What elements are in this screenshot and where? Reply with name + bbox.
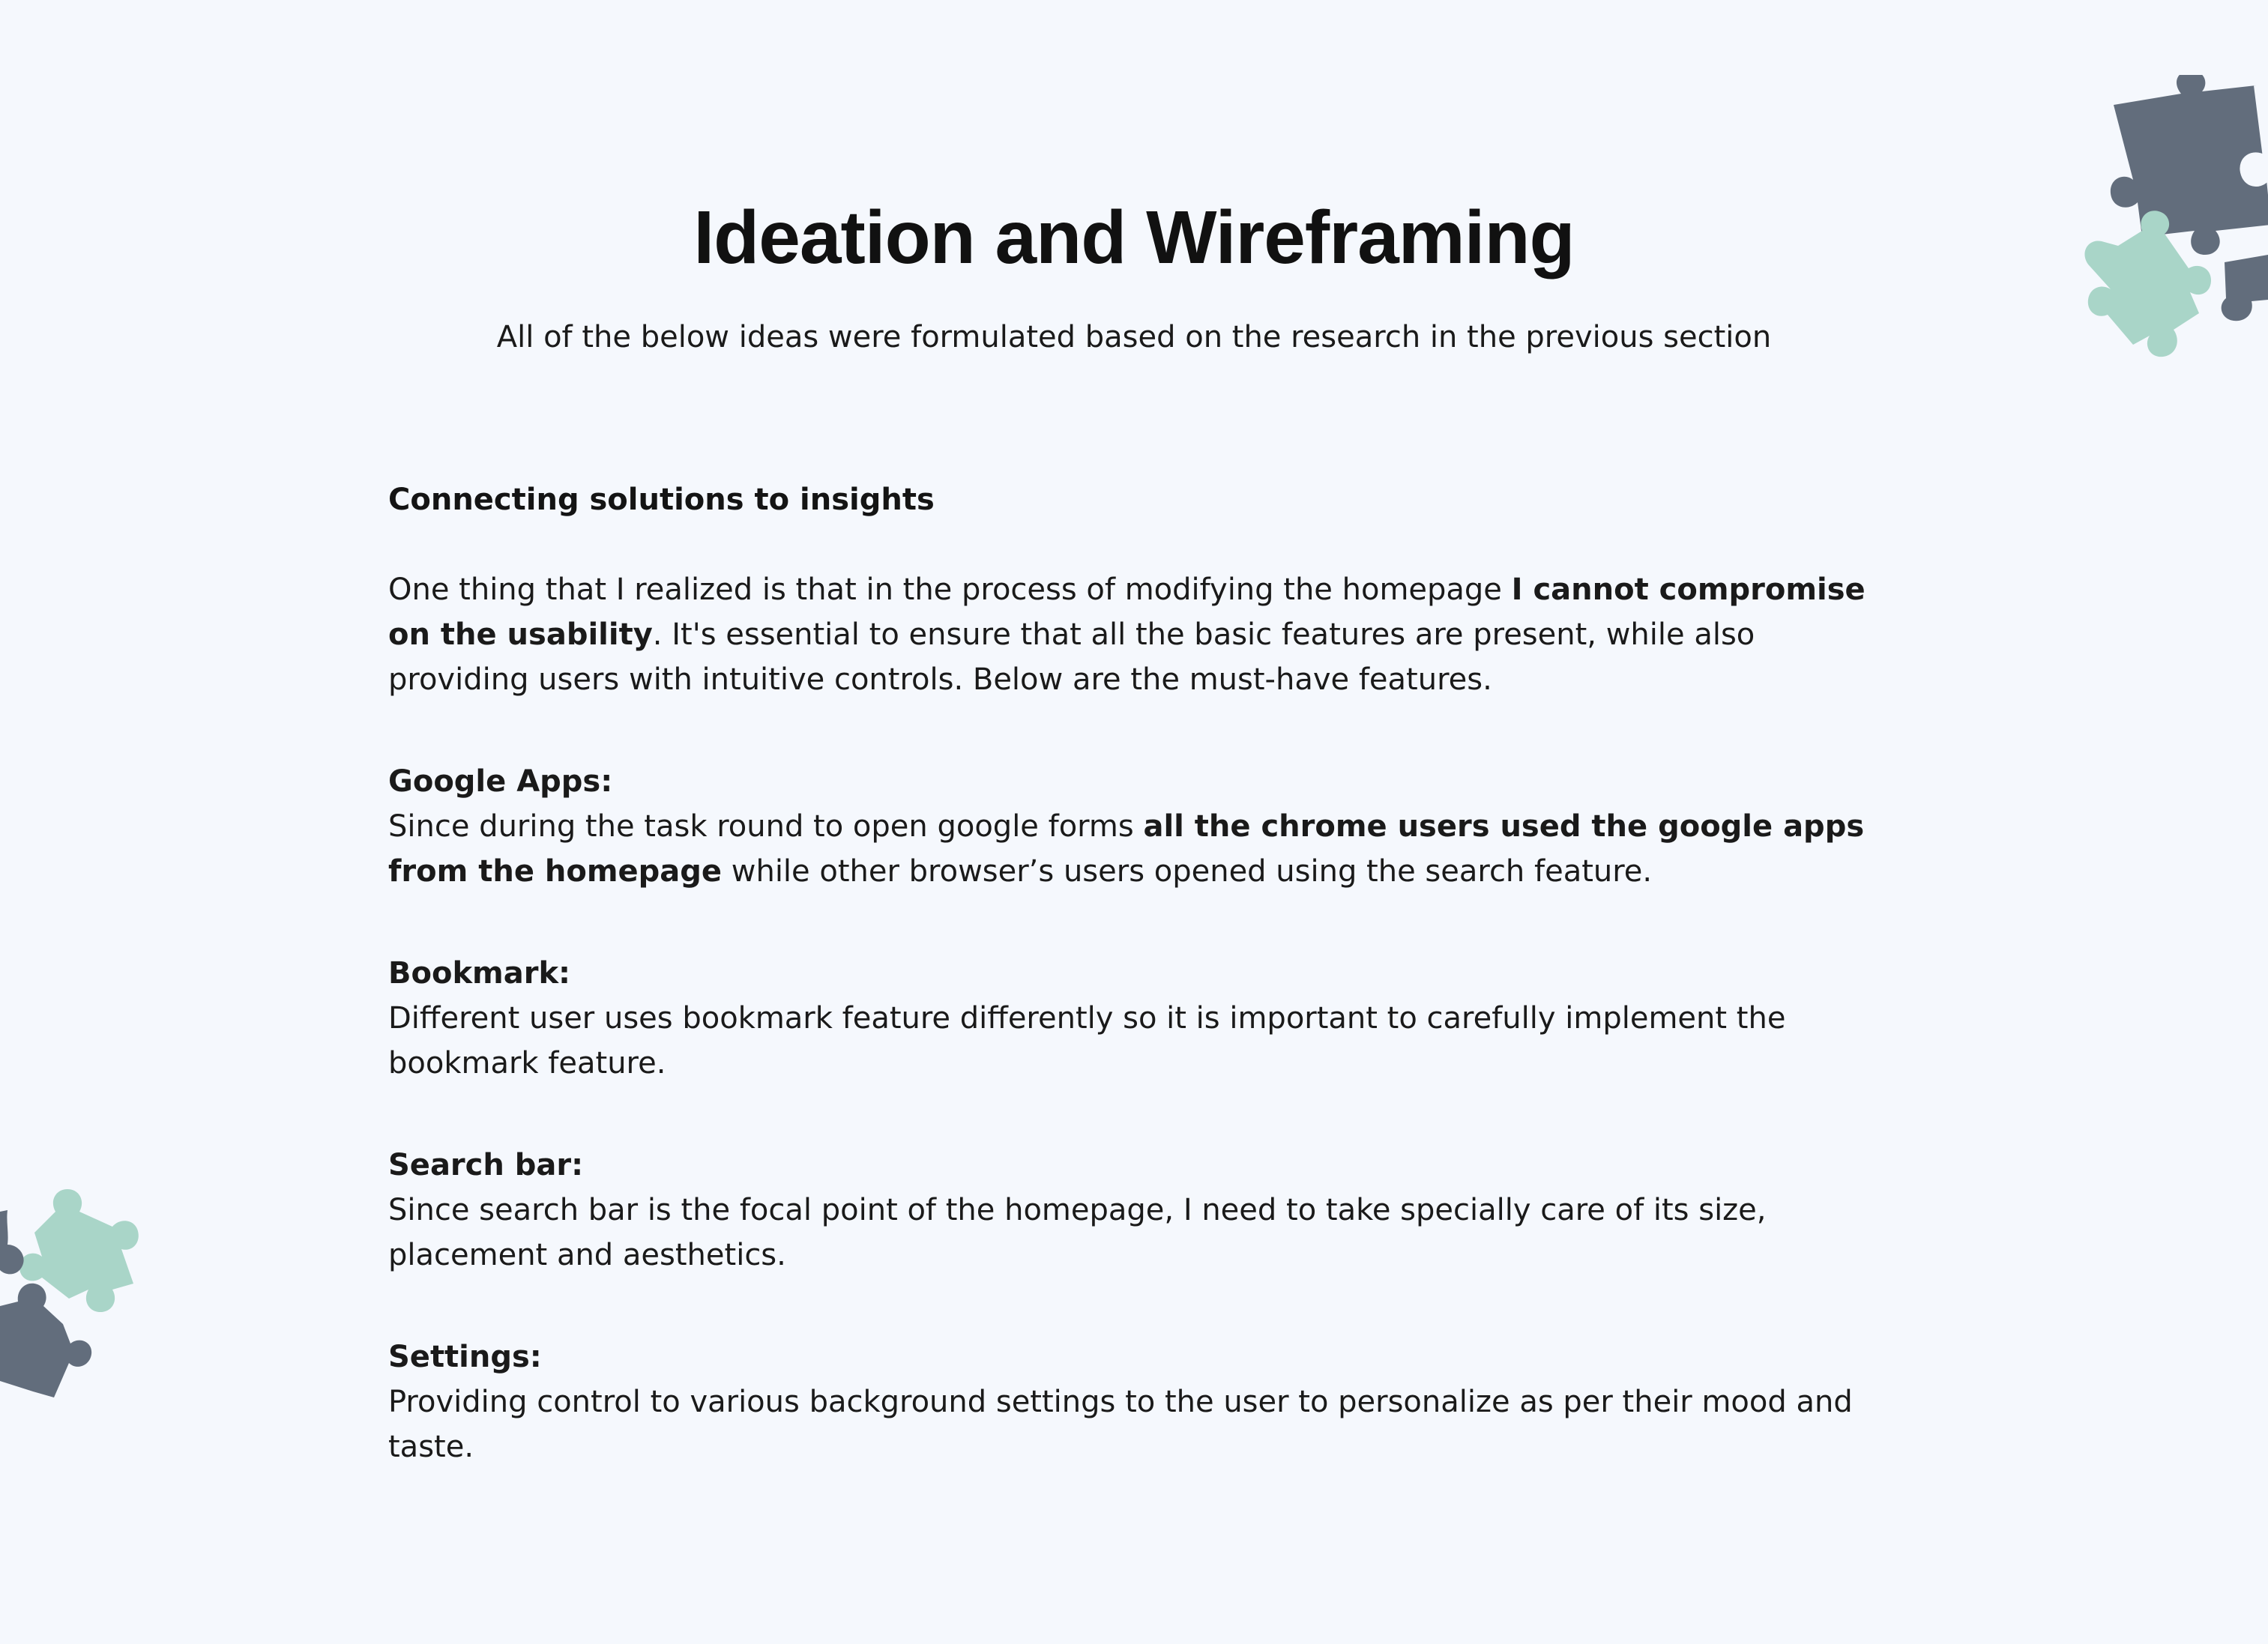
page-title: Ideation and Wireframing <box>693 196 1575 279</box>
feature-text-bookmark: Different user uses bookmark feature differently so it is important to carefully implement the bookmark feature. <box>388 1001 1786 1081</box>
intro-paragraph <box>388 567 1887 702</box>
content-section <box>388 477 1887 1469</box>
section-heading: Connecting solutions to insights <box>388 483 935 517</box>
intro-text-start: One thing that I realized is that in the process of modifying the homepage <box>388 572 1512 607</box>
feature-bookmark <box>388 951 1887 1086</box>
feature-text-google-apps-start: Since during the task round to open google forms <box>388 809 1144 844</box>
feature-heading-search-bar: Search bar: <box>388 1148 584 1182</box>
feature-text-google-apps-end: while other browser’s users opened using the search feature. <box>722 854 1653 889</box>
puzzle-piece-dark-shape <box>0 1284 91 1397</box>
feature-search-bar <box>388 1143 1887 1278</box>
intro-text-end: . It's essential to ensure that all the basic features are present, while also providing users with intuitive controls. Below are the must-have features. <box>388 617 1755 697</box>
feature-text-settings: Providing control to various background settings to the user to personalize as per their mood and taste. <box>388 1385 1853 1464</box>
feature-heading-google-apps: Google Apps: <box>388 764 613 799</box>
feature-text-search-bar: Since search bar is the focal point of the homepage, I need to take specially care of its size, placement and aesthetics. <box>388 1193 1767 1272</box>
feature-google-apps <box>388 759 1887 894</box>
puzzle-piece-dark-corner <box>0 1210 24 1274</box>
feature-heading-settings: Settings: <box>388 1340 542 1374</box>
intro-text-emphasis: I cannot compromise on the usability <box>388 572 1866 652</box>
page-subtitle: All of the below ideas were formulated based on the research in the previous section <box>496 320 1772 354</box>
feature-settings <box>388 1335 1887 1469</box>
feature-heading-bookmark: Bookmark: <box>388 956 571 991</box>
feature-text-google-apps-emphasis: all the chrome users used the google apps from the homepage <box>388 809 1865 889</box>
puzzle-pieces-bottom-left-icon <box>0 1180 165 1405</box>
